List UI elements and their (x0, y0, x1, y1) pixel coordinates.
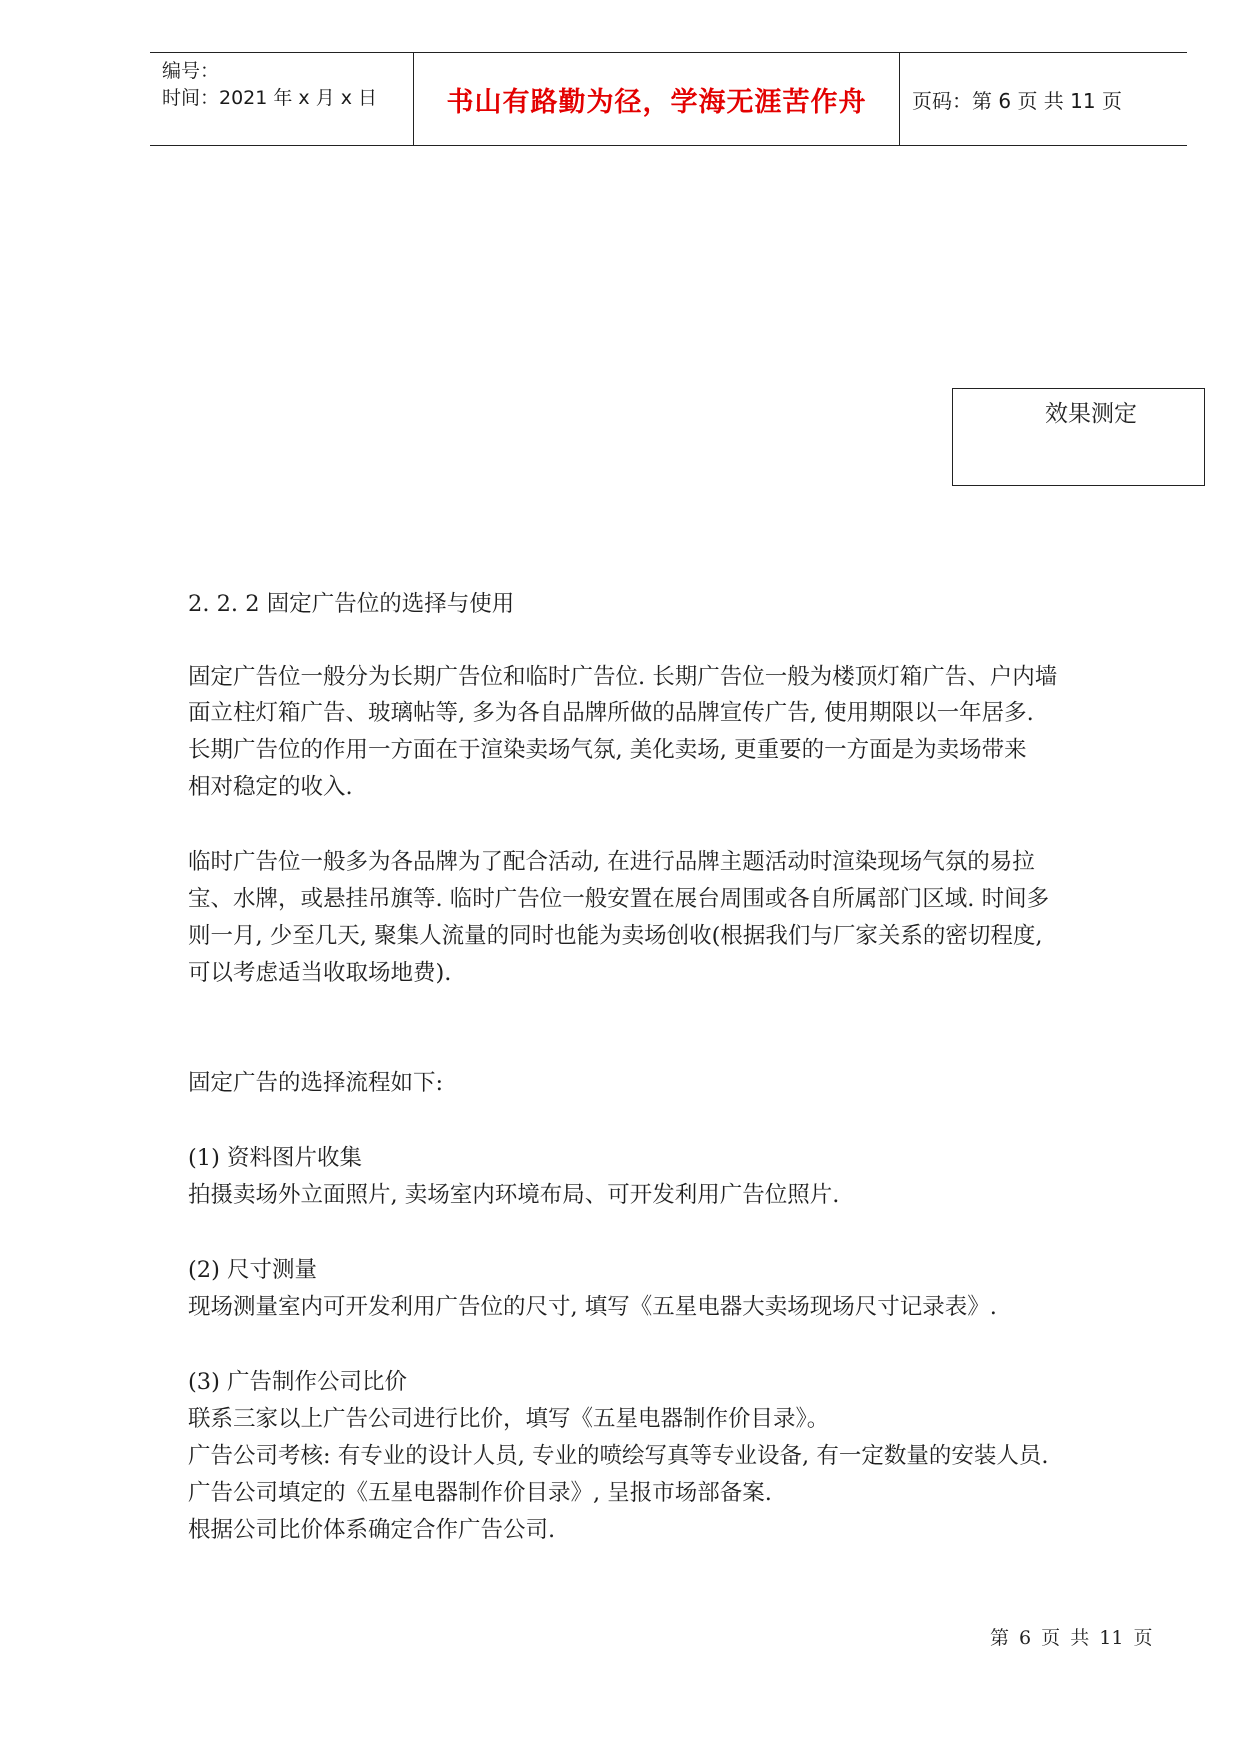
effect-box-label: 效果测定 (1045, 401, 1137, 427)
header-meta (150, 53, 413, 145)
time-label: 时间：2021 年 x 月 x 日 (162, 87, 378, 109)
serial-number-label: 编号： (162, 60, 220, 82)
page-footer: 第 6 页 共 11 页 (990, 1627, 1153, 1649)
header-motto-cell (413, 53, 900, 145)
paragraph-line: 面立柱灯箱广告、玻璃帖等, 多为各自品牌所做的品牌宣传广告, 使用期限以一年居多. (188, 700, 1034, 726)
header-motto: 书山有路勤为径，学海无涯苦作舟 (446, 86, 867, 118)
section-heading: 2. 2. 2 固定广告位的选择与使用 (188, 591, 515, 617)
flow-intro: 固定广告的选择流程如下: (188, 1070, 444, 1096)
paragraph-line: 临时广告位一般多为各品牌为了配合活动, 在进行品牌主题活动时渲染现场气氛的易拉 (188, 849, 1035, 875)
step-3-title: (3) 广告制作公司比价 (188, 1369, 408, 1395)
step-2-body: 现场测量室内可开发利用广告位的尺寸, 填写《五星电器大卖场现场尺寸记录表》. (188, 1294, 997, 1320)
paragraph-line: 可以考虑适当收取场地费). (188, 960, 452, 986)
step-3-line: 广告公司考核: 有专业的设计人员, 专业的喷绘写真等专业设备, 有一定数量的安装人员. (188, 1443, 1049, 1469)
step-1-title: (1) 资料图片收集 (188, 1145, 363, 1171)
flowchart-effect-box (952, 388, 1205, 486)
paragraph-line: 固定广告位一般分为长期广告位和临时广告位. 长期广告位一般为楼顶灯箱广告、户内墙 (188, 664, 1058, 690)
step-2-title: (2) 尺寸测量 (188, 1257, 318, 1283)
paragraph-line: 相对稳定的收入. (188, 774, 353, 800)
paragraph-line: 则一月, 少至几天, 聚集人流量的同时也能为卖场创收(根据我们与厂家关系的密切程度, (188, 923, 1043, 949)
header-page-label: 页码：第 6 页 共 11 页 (912, 88, 1122, 113)
step-3-line: 联系三家以上广告公司进行比价，填写《五星电器制作价目录》。 (188, 1406, 830, 1432)
paragraph-line: 宝、水牌，或悬挂吊旗等. 临时广告位一般安置在展台周围或各自所属部门区域. 时间多 (188, 886, 1050, 912)
header-page-cell (900, 53, 1187, 145)
step-3-line: 广告公司填定的《五星电器制作价目录》, 呈报市场部备案. (188, 1480, 772, 1506)
paragraph-line: 长期广告位的作用一方面在于渲染卖场气氛, 美化卖场, 更重要的一方面是为卖场带来 (188, 737, 1027, 763)
step-3-line: 根据公司比价体系确定合作广告公司. (188, 1517, 556, 1543)
page-header (150, 52, 1187, 146)
step-1-body: 拍摄卖场外立面照片, 卖场室内环境布局、可开发利用广告位照片. (188, 1182, 840, 1208)
